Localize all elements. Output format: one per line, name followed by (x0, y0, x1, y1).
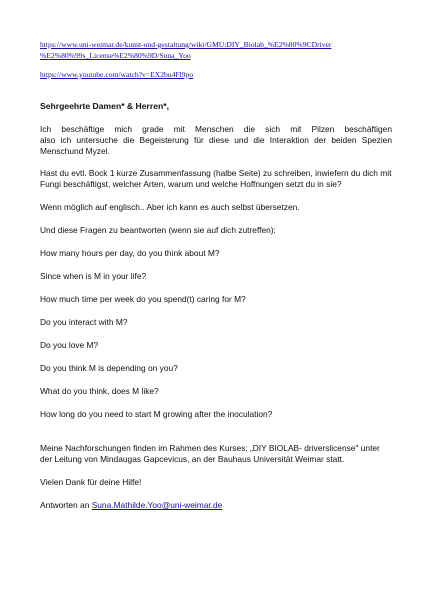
question-item: What do you think, does M like? (40, 386, 159, 396)
question-item: Do you interact with M? (40, 317, 128, 327)
request-line-2: Fungi beschäftigst, welcher Arten, warum und welche Hoffnungen setzt du in sie? (40, 179, 342, 189)
thanks-line: Vielen Dank für deine Hilfe! (40, 477, 142, 487)
reply-email-link[interactable]: Suna.Mathilde.Yoo@uni-weimar.de (91, 500, 223, 510)
intro-paragraph (40, 124, 392, 157)
question-item: Do you love M? (40, 340, 99, 350)
question-item: Do you think M is depending on you? (40, 363, 178, 373)
question-item: How many hours per day, do you think about M? (40, 248, 220, 258)
intro-line-3: Menschund Myzel. (40, 146, 110, 156)
salutation: Sehrgeehrte Damen* & Herren*, (40, 101, 169, 111)
reply-line (40, 500, 222, 511)
request-line-1: Hast du evtl. Bock 1 kurze Zusammenfassung (halbe Seite) zu schreiben, inwiefern du dich mit (40, 168, 392, 178)
english-note: Wenn möglich auf englisch.. Aber ich kann es auch selbst übersetzen. (40, 202, 300, 212)
wiki-link-line-1[interactable]: https://www.uni-weimar.de/kunst-und-gestaltung/wiki/GMU:DIY_Biolab_%E2%80%9CDriver (40, 40, 332, 49)
research-paragraph (40, 443, 392, 465)
questions-intro: Und diese Fragen zu beantworten (wenn sie auf dich zutreffen): (40, 225, 276, 235)
reply-label: Antworten an (40, 500, 92, 510)
research-line-2: der Leitung von Mindaugas Gapcevicus, an der Bauhaus Universität Weimar statt. (40, 454, 345, 464)
youtube-link[interactable]: https://www.youtube.com/watch?v=EX2bu4Fl9po (40, 70, 194, 79)
research-line-1: Meine Nachforschungen finden im Rahmen des Kurses: „DIY BIOLAB- driverslicense" unter (40, 443, 380, 453)
intro-line-2: also ich untersuche die Begeisterung für diese und die Interaktion der beiden Spezien (40, 135, 392, 145)
wiki-link-line-2[interactable]: %E2%80%99s_License%E2%80%9D/Suna_Yoo (40, 51, 191, 60)
request-paragraph (40, 168, 392, 190)
question-item: Since when is M in your life? (40, 271, 147, 281)
intro-line-1: Ich beschäftige mich grade mit Menschen die sich mit Pilzen beschäftigen (40, 124, 392, 134)
question-item: How much time per week do you spend(t) caring for M? (40, 294, 246, 304)
question-item: How long do you need to start M growing after the inoculation? (40, 409, 273, 419)
